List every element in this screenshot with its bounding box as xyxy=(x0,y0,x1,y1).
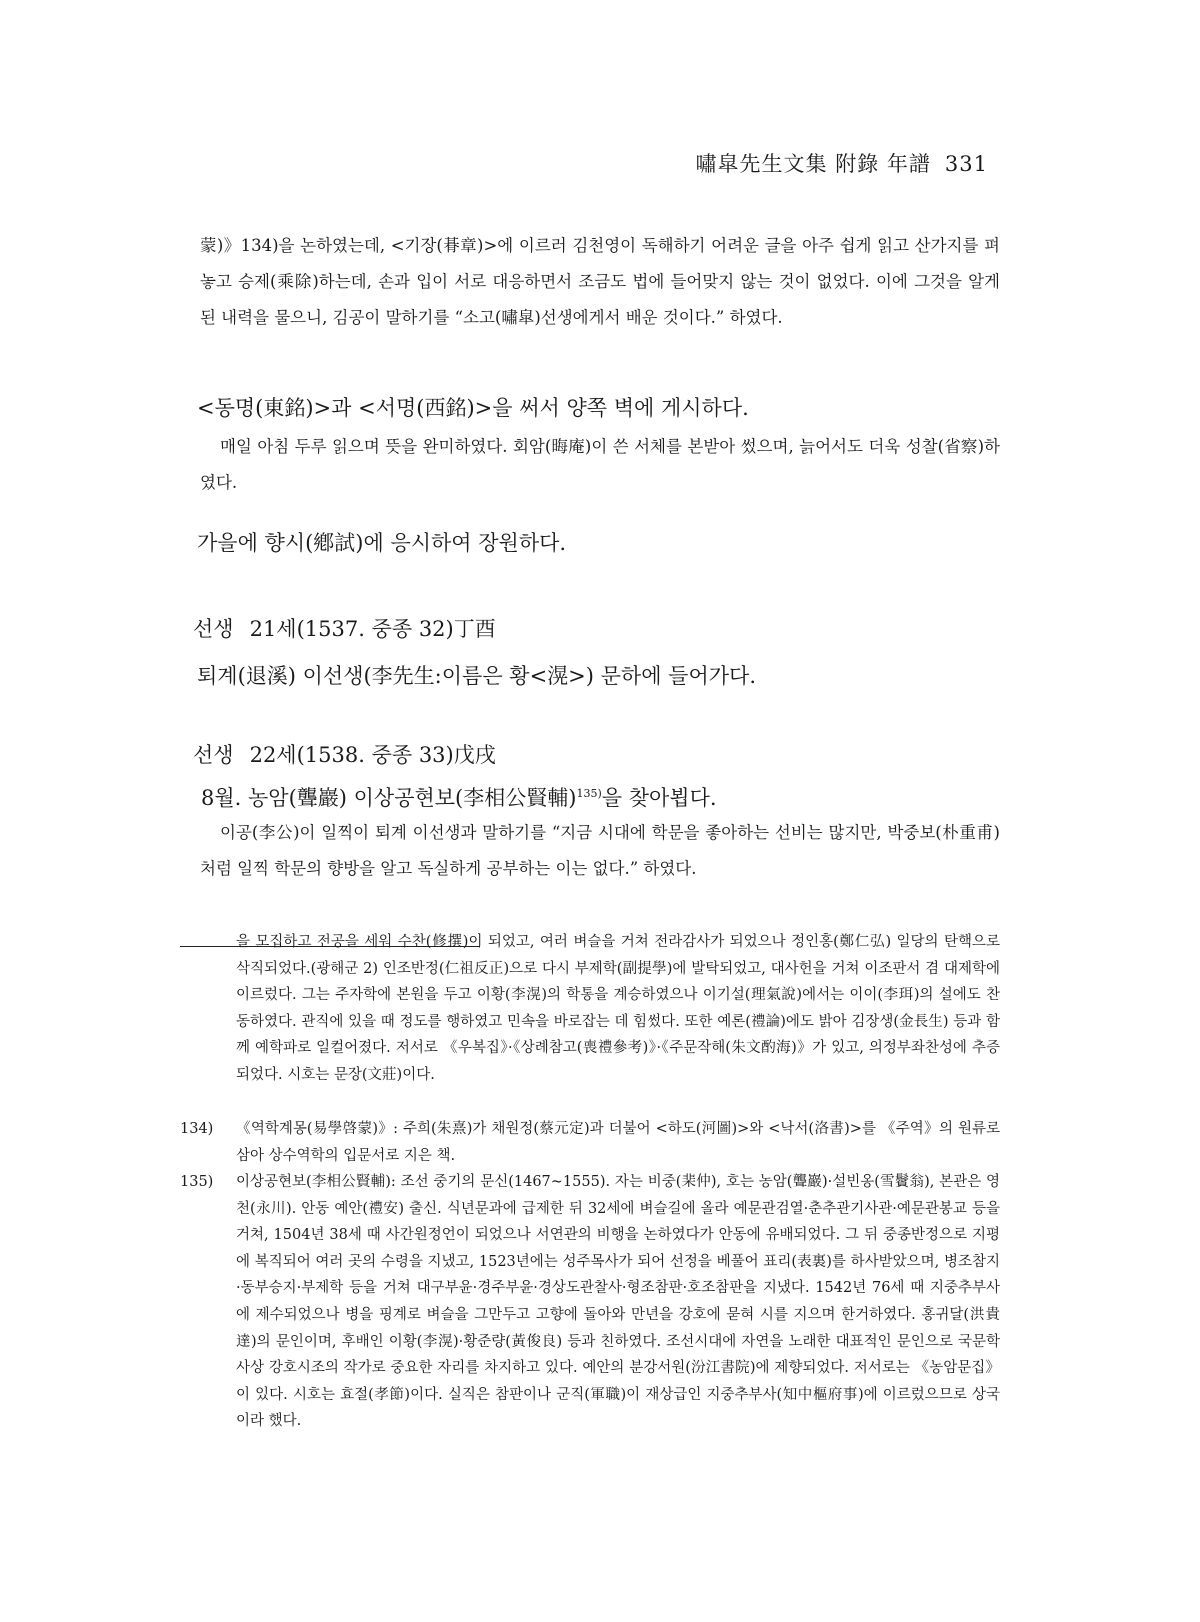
footnote-number: 135) xyxy=(180,1174,214,1190)
paragraph-daily-reading: 매일 아침 두루 읽으며 뜻을 완미하였다. 회암(晦庵)이 쓴 서체를 본받아 썼으며, 늙어서도 더욱 성찰(省察)하였다. xyxy=(200,437,1000,492)
footnote-ref-135: 135) xyxy=(576,787,602,800)
section-heading-nongam-visit xyxy=(201,782,717,812)
year-text: 21세(1537. 중종 32)丁酉 xyxy=(249,617,496,641)
footnote-text: 을 모집하고 전공을 세워 수찬(修撰)이 되었고, 여러 벼슬을 거쳐 전라감사가 되었으나 정인홍(鄭仁弘) 일당의 탄핵으로 삭직되었다.(광해군 2) 인조반정(仁祖反正)으로 다시 부제학(副提學)에 발탁되었고, 대사헌을 거쳐 이조판서 겸 대제학에 이르렀다. 그는 주자학에 본원을 두고 이황(李滉)의 학통을 계승하였으나 이기설(理氣說)에서는 이이(李珥)의 설에도 찬동하였다. 관직에 있을 때 정도를 행하였고 민속을 바로잡는 데 힘썼다. 또한 예론(禮論)에도 밝아 김장생(金長生) 등과 함께 예학파로 일컬어졌다. 저서로 《우복집》·《상례참고(喪禮參考)》·《주문작해(朱文酌海)》가 있고, 의정부좌찬성에 추증되었다. 시호는 문장(文莊)이다. xyxy=(236,934,1000,1083)
year-label: 선생 xyxy=(193,743,234,767)
heading-text: 8월. 농암(聾巖) 이상공현보(李相公賢輔) xyxy=(201,786,577,810)
header-title: 嘯皐先生文集 附錄 年譜 xyxy=(695,152,931,176)
year-entry-22 xyxy=(193,739,496,769)
year-text: 22세(1538. 중종 33)戊戌 xyxy=(249,743,496,767)
year-entry-21 xyxy=(193,613,496,643)
footnote-text: 이상공현보(李相公賢輔): 조선 중기의 문신(1467~1555). 자는 비중(棐仲), 호는 농암(聾巖)·설빈옹(雪鬢翁), 본관은 영천(永川). 안동 예안(禮安) 출신. 식년문과에 급제한 뒤 32세에 벼슬길에 올라 예문관검열·춘추관기사관·예문관봉교 등을 거쳐, 1504년 38세 때 사간원정언이 되었으나 서연관의 비행을 논하였다가 안동에 유배되었다. 그 뒤 중종반정으로 지평에 복직되어 여러 곳의 수령을 지냈고, 1523년에는 성주목사가 되어 선정을 베풀어 표리(表裏)를 하사받았으며, 병조참지·동부승지·부제학 등을 거쳐 대구부윤·경주부윤·경상도관찰사·형조참판·호조참판을 지냈다. 1542년 76세 때 지중추부사에 제수되었으나 병을 핑계로 벼슬을 그만두고 고향에 돌아와 만년을 강호에 묻혀 시를 지으며 한거하였다. 홍귀달(洪貴達)의 문인이며, 후배인 이황(李滉)·황준량(黃俊良) 등과 친하였다. 조선시대에 자연을 노래한 대표적인 문인으로 국문학사상 강호시조의 작가로 중요한 자리를 차지하고 있다. 예안의 분강서원(汾江書院)에 제향되었다. 저서로는 《농암문집》이 있다. 시호는 효절(孝節)이다. 실직은 참판이나 군직(軍職)이 재상급인 지중추부사(知中樞府事)에 이르렀으므로 상국이라 했다. xyxy=(236,1174,1000,1430)
footnote-number: 134) xyxy=(180,1121,214,1137)
footnote-135 xyxy=(180,1169,1000,1435)
footnote-continuation xyxy=(180,929,1000,1089)
section-heading-provincial-exam: 가을에 향시(鄕試)에 응시하여 장원하다. xyxy=(197,531,567,555)
year-label: 선생 xyxy=(193,617,234,641)
footnote-text: 《역학계몽(易學啓蒙)》: 주희(朱熹)가 채원정(蔡元定)과 더불어 <하도(河圖)>와 <낙서(洛書)>를 《주역》의 원류로 삼아 상수역학의 입문서로 지은 책. xyxy=(236,1121,1000,1164)
section-heading-east-west-inscriptions: <동명(東銘)>과 <서명(西銘)>을 써서 양쪽 벽에 게시하다. xyxy=(197,396,749,420)
section-heading-toegye-disciple: 퇴계(退溪) 이선생(李先生:이름은 황<滉>) 문하에 들어가다. xyxy=(197,664,756,688)
footnote-134 xyxy=(180,1116,1000,1169)
heading-text-end: 을 찾아뵙다. xyxy=(601,786,717,810)
intro-paragraph: 蒙)》134)을 논하였는데, <기장(朞章)>에 이르러 김천영이 독해하기 어려운 글을 아주 쉽게 읽고 산가지를 펴 놓고 승제(乘除)하는데, 손과 입이 서로 대응하면서 조금도 법에 들어맞지 않는 것이 없었다. 이에 그것을 알게 된 내력을 물으니, 김공이 말하기를 “소고(嘯皐)선생에게서 배운 것이다.” 하였다. xyxy=(200,236,1000,327)
page-number: 331 xyxy=(944,152,988,176)
running-header xyxy=(696,148,988,178)
paragraph-yi-gong-remark: 이공(李公)이 일찍이 퇴계 이선생과 말하기를 “지금 시대에 학문을 좋아하는 선비는 많지만, 박중보(朴重甫)처럼 일찍 학문의 향방을 알고 독실하게 공부하는 이는 없다.” 하였다. xyxy=(200,823,1000,878)
